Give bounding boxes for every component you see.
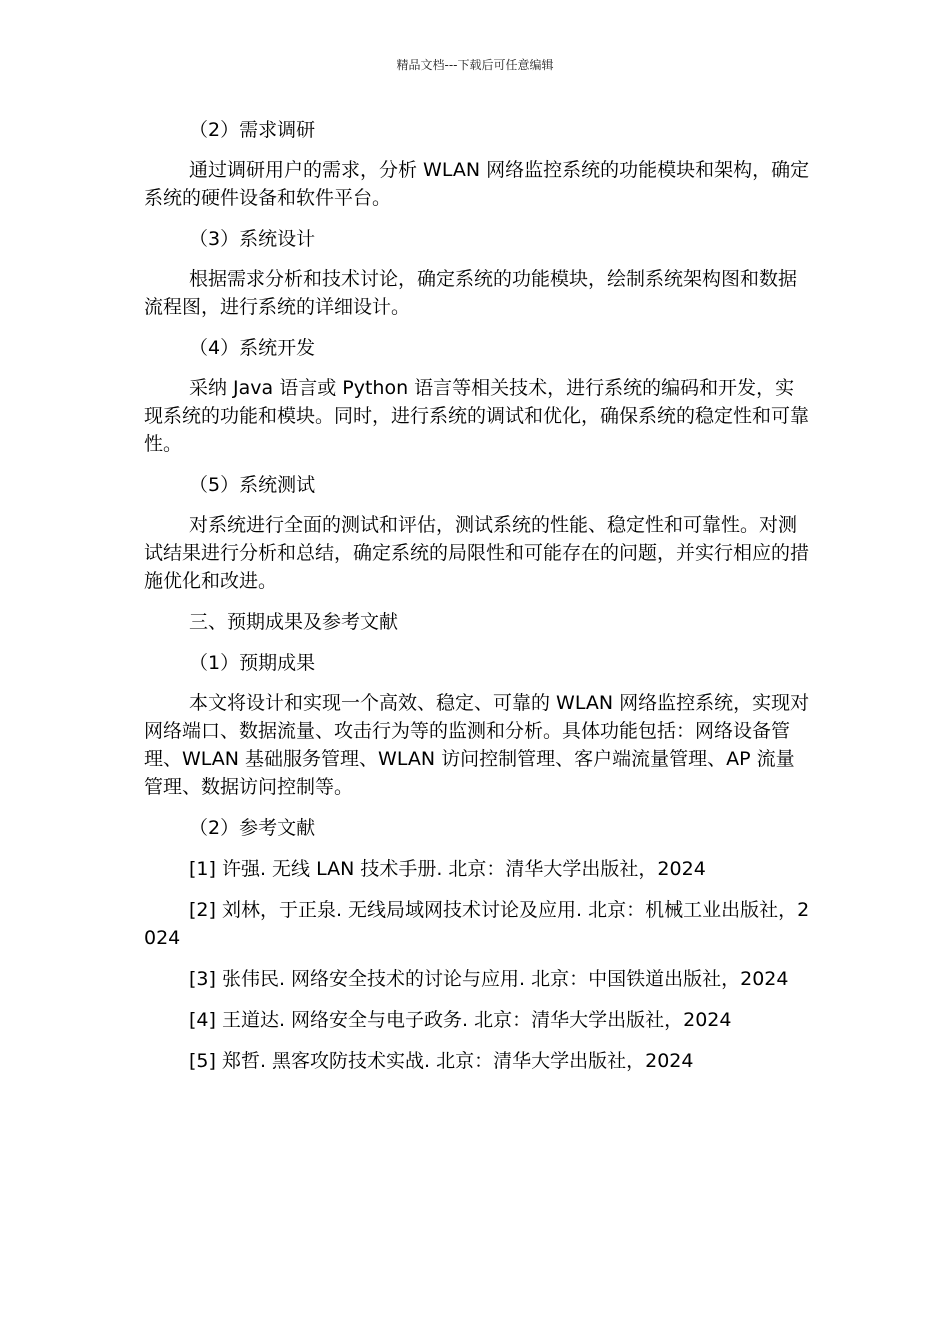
reference-item-5: [5] 郑哲. 黑客攻防技术实战. 北京：清华大学出版社，2024 <box>189 1050 694 1072</box>
section-heading-development: （4）系统开发 <box>189 337 316 359</box>
section-heading-requirements: （2）需求调研 <box>189 119 316 141</box>
reference-item-1: [1] 许强. 无线 LAN 技术手册. 北京：清华大学出版社，2024 <box>189 858 706 880</box>
outcome-heading: （1）预期成果 <box>189 652 316 674</box>
section-body-requirements: 通过调研用户的需求，分析 WLAN 网络监控系统的功能模块和架构，确定系统的硬件设备和软件平台。 <box>144 159 810 209</box>
section-body-design: 根据需求分析和技术讨论，确定系统的功能模块，绘制系统架构图和数据流程图，进行系统的详细设计。 <box>144 268 798 318</box>
reference-item-2: [2] 刘林，于正泉. 无线局域网技术讨论及应用. 北京：机械工业出版社，2024 <box>144 899 810 949</box>
reference-item-3: [3] 张伟民. 网络安全技术的讨论与应用. 北京：中国铁道出版社，2024 <box>189 968 789 990</box>
section-body-testing: 对系统进行全面的测试和评估，测试系统的性能、稳定性和可靠性。对测试结果进行分析和总结，确定系统的局限性和可能存在的问题，并实行相应的措施优化和改进。 <box>144 514 810 592</box>
references-heading: （2）参考文献 <box>189 817 316 839</box>
outcome-body: 本文将设计和实现一个高效、稳定、可靠的 WLAN 网络监控系统，实现对网络端口、数据流量、攻击行为等的监测和分析。具体功能包括：网络设备管理、WLAN 基础服务管理、WLAN 访问控制管理、客户端流量管理、AP 流量管理、数据访问控制等。 <box>144 692 810 798</box>
document-body <box>144 116 812 1075</box>
part3-title: 三、预期成果及参考文献 <box>189 611 399 633</box>
section-heading-design: （3）系统设计 <box>189 228 316 250</box>
page-header: 精品文档---下载后可任意编辑 <box>396 58 554 72</box>
reference-item-4: [4] 王道达. 网络安全与电子政务. 北京：清华大学出版社，2024 <box>189 1009 732 1031</box>
section-body-development: 采纳 Java 语言或 Python 语言等相关技术，进行系统的编码和开发，实现系统的功能和模块。同时，进行系统的调试和优化，确保系统的稳定性和可靠性。 <box>144 377 810 455</box>
section-heading-testing: （5）系统测试 <box>189 474 316 496</box>
